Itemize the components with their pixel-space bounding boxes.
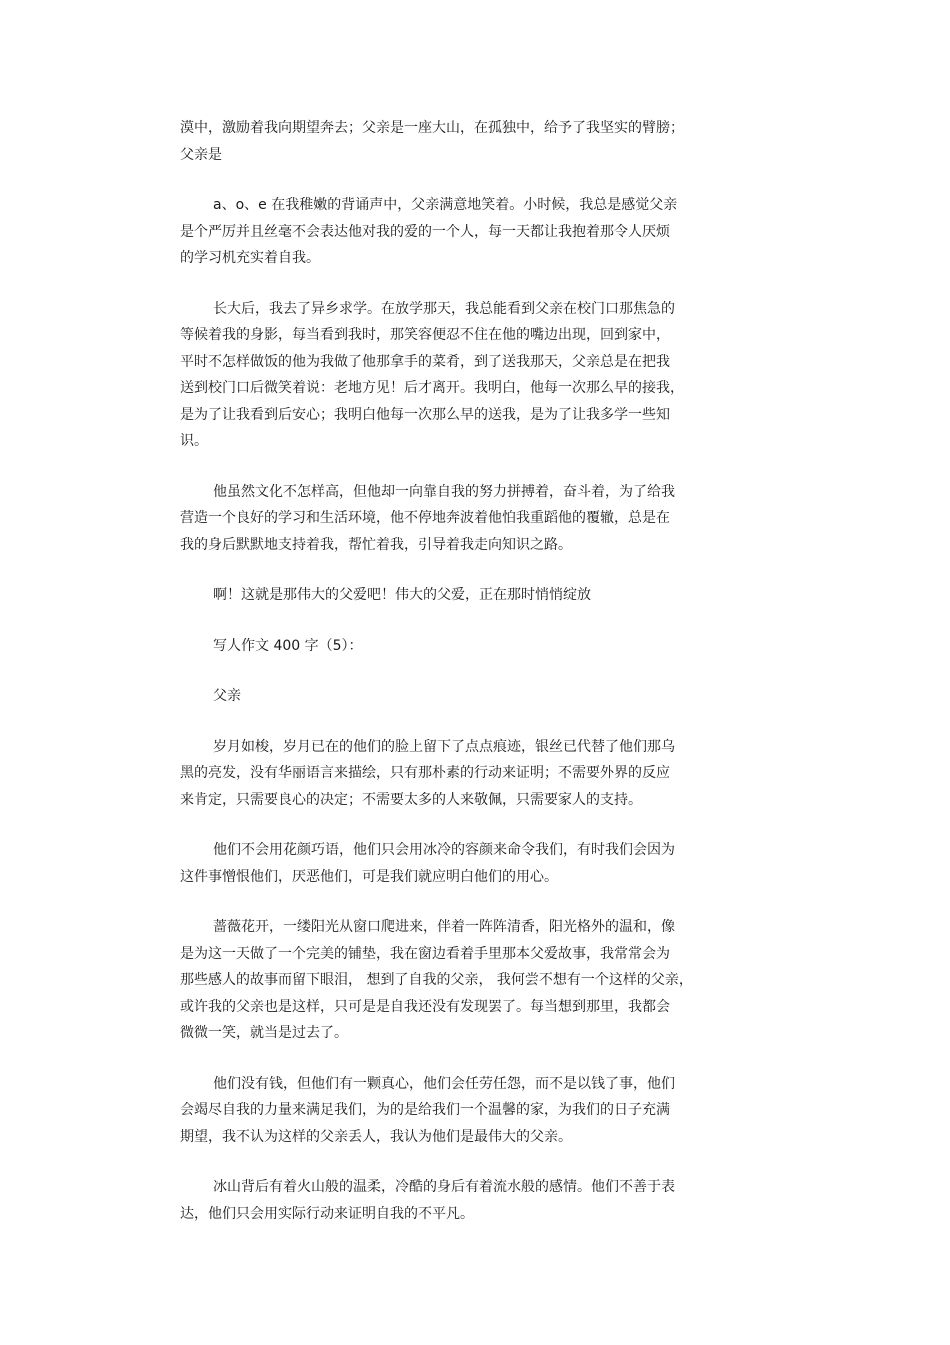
paragraph-line: 或许我的父亲也是这样，只可是是自我还没有发现罢了。每当想到那里，我都会 [180, 998, 670, 1015]
paragraph-line: 是为了让我看到后安心；我明白他每一次那么早的送我，是为了让我多学一些知 [180, 406, 670, 423]
paragraph-line: 识。 [180, 433, 208, 449]
paragraph-line: 的学习机充实着自我。 [180, 250, 320, 266]
paragraph-line: 这件事憎恨他们，厌恶他们，可是我们就应明白他们的用心。 [180, 868, 558, 885]
paragraph-line: 等候着我的身影，每当看到我时，那笑容便忍不住在他的嘴边出现，回到家中， [180, 327, 670, 343]
paragraph-line: 他虽然文化不怎样高，但他却一向靠自我的努力拼搏着，奋斗着，为了给我 [213, 483, 675, 500]
paragraph-line: 漠中，激励着我向期望奔去；父亲是一座大山，在孤独中，给予了我坚实的臂膀； [180, 120, 684, 136]
paragraph [180, 734, 745, 814]
paragraph-line: 达，他们只会用实际行动来证明自我的不平凡。 [180, 1205, 474, 1222]
paragraph-line: 他们没有钱，但他们有一颗真心，他们会任劳任怨，而不是以钱了事，他们 [213, 1075, 675, 1092]
paragraph-line: 蔷薇花开，一缕阳光从窗口爬进来，伴着一阵阵清香，阳光格外的温和，像 [213, 919, 675, 935]
paragraph-line: 长大后，我去了异乡求学。在放学那天，我总能看到父亲在校门口那焦急的 [213, 300, 675, 317]
paragraph-line: 那些感人的故事而留下眼泪， 想到了自我的父亲， 我何尝不想有一个这样的父亲， [180, 972, 693, 988]
paragraph [180, 837, 745, 890]
document-page [180, 115, 745, 1227]
paragraph [180, 914, 745, 1047]
paragraph-line: 我的身后默默地支持着我，帮忙着我，引导着我走向知识之路。 [180, 536, 572, 553]
paragraph-line: 期望，我不认为这样的父亲丢人，我认为他们是最伟大的父亲。 [180, 1128, 572, 1145]
paragraph-line: 平时不怎样做饭的他为我做了他那拿手的菜肴，到了送我那天，父亲总是在把我 [180, 353, 670, 370]
essay-title [180, 683, 745, 710]
paragraph-line: 营造一个良好的学习和生活环境，他不停地奔波着他怕我重蹈他的覆辙，总是在 [180, 510, 670, 526]
paragraph [180, 1071, 745, 1151]
section-heading [180, 633, 745, 660]
paragraph-line: 是个严厉并且丝毫不会表达他对我的爱的一个人，每一天都让我抱着那令人厌烦 [180, 223, 670, 240]
paragraph [180, 115, 745, 168]
section-heading-text: 写人作文 400 字（5）： [213, 637, 363, 654]
paragraph [180, 479, 745, 559]
paragraph-line: 黑的亮发，没有华丽语言来描绘，只有那朴素的行动来证明；不需要外界的反应 [180, 765, 670, 781]
paragraph [180, 1174, 745, 1227]
paragraph-line: 会竭尽自我的力量来满足我们，为的是给我们一个温馨的家，为我们的日子充满 [180, 1102, 670, 1118]
paragraph-line: 送到校门口后微笑着说：老地方见！后才离开。我明白，他每一次那么早的接我， [180, 380, 684, 396]
paragraph [180, 582, 745, 609]
paragraph-line: 是为这一天做了一个完美的铺垫，我在窗边看着手里那本父爱故事，我常常会为 [180, 945, 670, 962]
paragraph-line: 微微一笑，就当是过去了。 [180, 1025, 348, 1041]
essay-title-text: 父亲 [213, 688, 241, 704]
paragraph [180, 192, 745, 272]
paragraph-line: 啊！这就是那伟大的父爱吧！伟大的父爱，正在那时悄悄绽放 [213, 587, 591, 603]
paragraph-line: 冰山背后有着火山般的温柔，冷酷的身后有着流水般的感情。他们不善于表 [213, 1179, 675, 1195]
paragraph-line: 父亲是 [180, 146, 222, 163]
paragraph-line: a、o、e 在我稚嫩的背诵声中，父亲满意地笑着。小时候，我总是感觉父亲 [213, 197, 678, 213]
paragraph-line: 岁月如梭，岁月已在的他们的脸上留下了点点痕迹，银丝已代替了他们那乌 [213, 738, 675, 755]
paragraph-line: 来肯定，只需要良心的决定；不需要太多的人来敬佩，只需要家人的支持。 [180, 791, 642, 808]
paragraph-line: 他们不会用花颜巧语，他们只会用冰冷的容颜来命令我们，有时我们会因为 [213, 842, 675, 858]
paragraph [180, 296, 745, 455]
